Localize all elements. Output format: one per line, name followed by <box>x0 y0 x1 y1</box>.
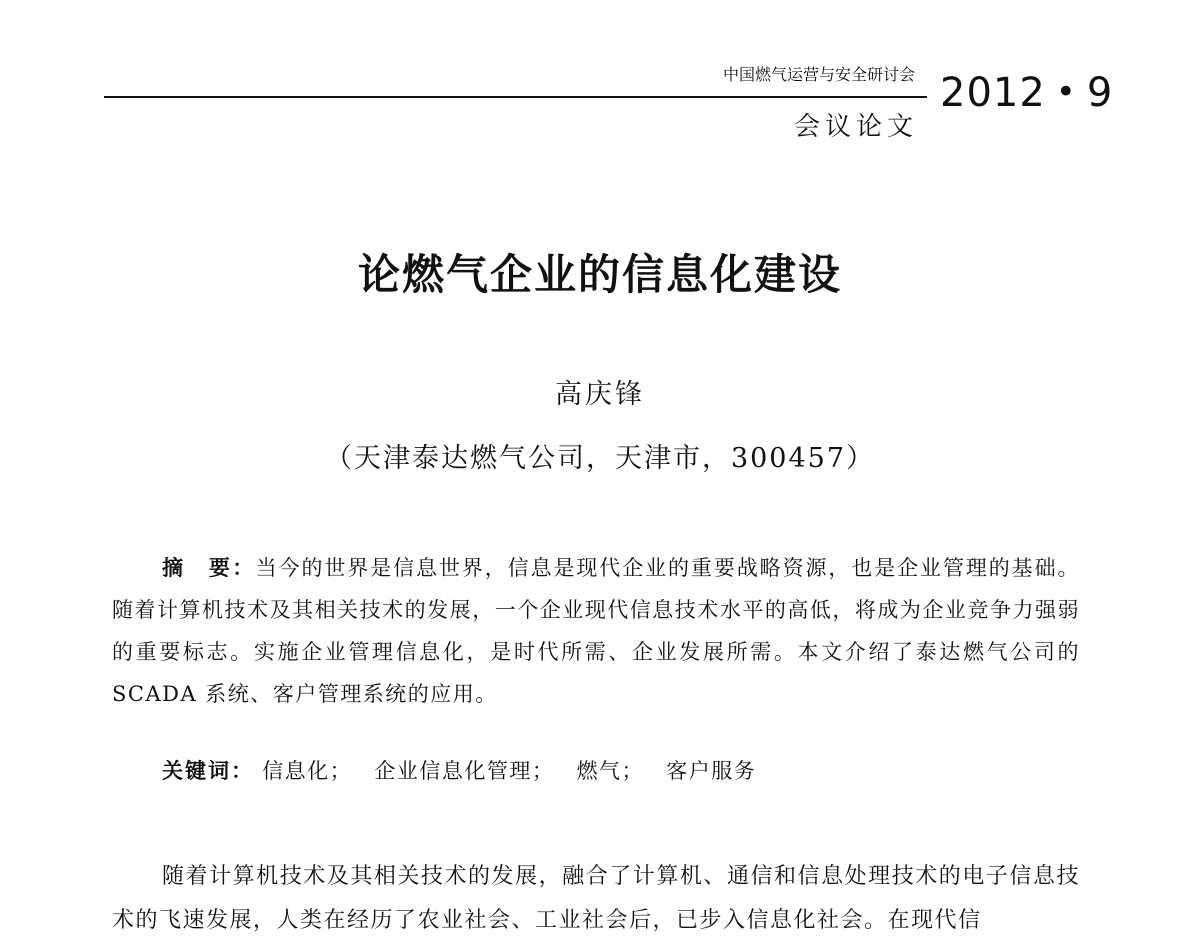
author-affiliation: （天津泰达燃气公司，天津市，300457） <box>324 443 876 474</box>
keywords <box>162 755 770 785</box>
abstract-label: 摘 要： <box>162 556 256 580</box>
abstract <box>112 547 1080 715</box>
author-name: 高庆锋 <box>555 379 645 410</box>
keyword: 燃气； <box>576 759 645 783</box>
issue-num: 9 <box>1086 70 1114 116</box>
keywords-label: 关键词： <box>162 759 254 783</box>
header-rule <box>104 96 927 98</box>
keyword: 客户服务 <box>666 759 757 783</box>
keyword: 企业信息化管理； <box>374 759 555 783</box>
issue-separator: • <box>1055 72 1077 112</box>
body-paragraph: 随着计算机技术及其相关技术的发展，融合了计算机、通信和信息处理技术的电子信息技术的飞速发展，人类在经历了农业社会、工业社会后，已步入信息化社会。在现代信 <box>112 864 1080 933</box>
issue-number <box>940 70 1113 116</box>
paper-type: 会议论文 <box>793 112 918 142</box>
conference-name: 中国燃气运营与安全研讨会 <box>722 65 915 84</box>
keyword: 信息化； <box>262 759 353 783</box>
abstract-text: 当今的世界是信息世界，信息是现代企业的重要战略资源，也是企业管理的基础。随着计算机技术及其相关技术的发展，一个企业现代信息技术水平的高低，将成为企业竞争力强弱的重要标志。实施企业管理信息化，是时代所需、企业发展所需。本文介绍了泰达燃气公司的 SCADA 系统、客户管理系统的应用。 <box>112 556 1080 706</box>
paper-title: 论燃气企业的信息化建设 <box>357 250 842 299</box>
issue-year: 2012 <box>940 70 1046 116</box>
